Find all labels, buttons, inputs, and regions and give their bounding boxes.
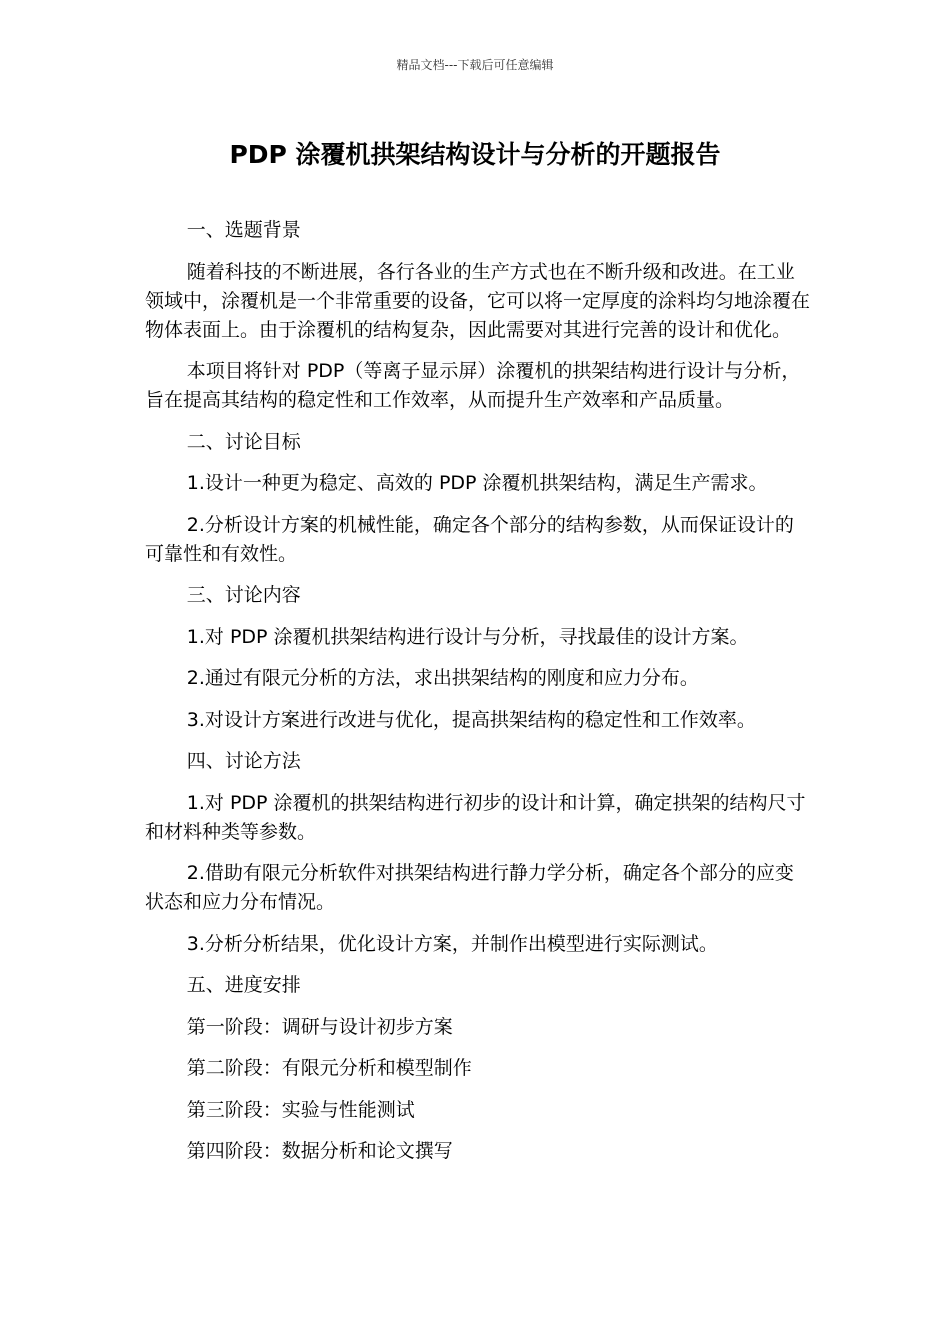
document-body	[145, 216, 810, 1179]
header-note: 精品文档---下载后可任意编辑	[396, 58, 554, 72]
section-heading-schedule: 五、进度安排	[186, 974, 301, 996]
paragraph: 随着科技的不断进展，各行各业的生产方式也在不断升级和改进。在工业领域中，涂覆机是一个非常重要的设备，它可以将一定厚度的涂料均匀地涂覆在物体表面上。由于涂覆机的结构复杂，因此需要对其进行完善的设计和优化。	[145, 260, 811, 341]
list-item: 2.通过有限元分析的方法，求出拱架结构的刚度和应力分布。	[186, 667, 699, 689]
list-item: 2.借助有限元分析软件对拱架结构进行静力学分析，确定各个部分的应变状态和应力分布情况。	[145, 862, 794, 913]
list-item: 1.对 PDP 涂覆机拱架结构进行设计与分析，寻找最佳的设计方案。	[186, 625, 749, 648]
section-heading-background: 一、选题背景	[186, 219, 301, 241]
schedule-item: 第二阶段：有限元分析和模型制作	[186, 1057, 472, 1079]
section-heading-content: 三、讨论内容	[186, 584, 301, 606]
section-heading-goals: 二、讨论目标	[186, 430, 301, 453]
schedule-item: 第一阶段：调研与设计初步方案	[186, 1015, 453, 1038]
list-item: 1.设计一种更为稳定、高效的 PDP 涂覆机拱架结构，满足生产需求。	[186, 472, 768, 494]
list-item: 3.分析分析结果，优化设计方案，并制作出模型进行实际测试。	[186, 932, 718, 955]
document-title: PDP 涂覆机拱架结构设计与分析的开题报告	[229, 140, 721, 169]
schedule-item: 第三阶段：实验与性能测试	[186, 1098, 415, 1121]
list-item: 3.对设计方案进行改进与优化，提高拱架结构的稳定性和工作效率。	[186, 708, 756, 731]
section-heading-methods: 四、讨论方法	[186, 750, 301, 772]
paragraph: 本项目将针对 PDP（等离子显示屏）涂覆机的拱架结构进行设计与分析，旨在提高其结构的稳定性和工作效率，从而提升生产效率和产品质量。	[145, 360, 801, 411]
list-item: 2.分析设计方案的机械性能，确定各个部分的结构参数，从而保证设计的可靠性和有效性。	[145, 513, 794, 565]
schedule-item: 第四阶段：数据分析和论文撰写	[186, 1140, 453, 1162]
list-item: 1.对 PDP 涂覆机的拱架结构进行初步的设计和计算，确定拱架的结构尺寸和材料种类等参数。	[145, 791, 806, 843]
